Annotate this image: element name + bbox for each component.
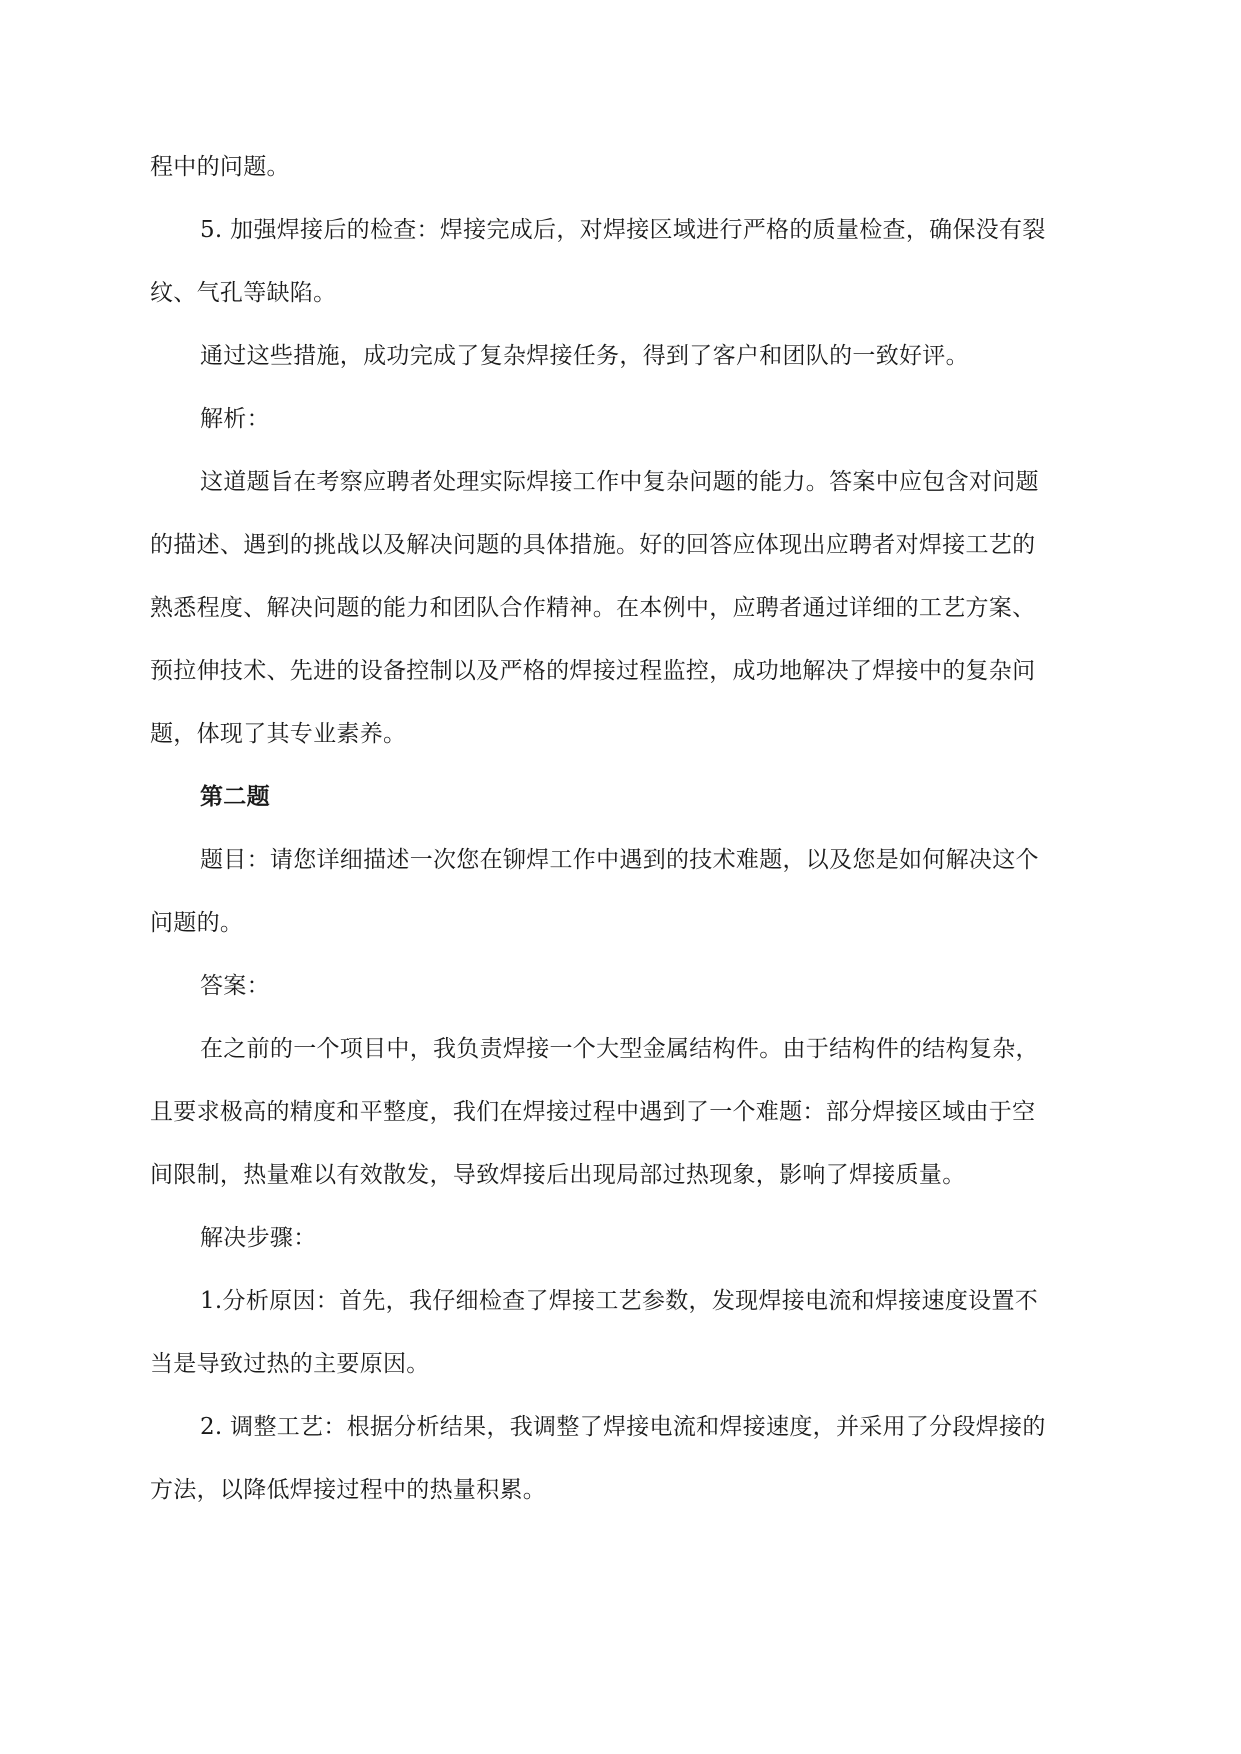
paragraph-continuation: [150, 136, 1090, 199]
text-line: 题，体现了其专业素养。: [150, 721, 407, 747]
paragraph-analysis: [150, 451, 1090, 766]
text-line: 解决步骤：: [200, 1225, 317, 1251]
answer-label: [150, 955, 1090, 1018]
text-line: 熟悉程度、解决问题的能力和团队合作精神。在本例中，应聘者通过详细的工艺方案、: [150, 595, 1036, 621]
section-heading: [150, 766, 1090, 829]
heading-text: 第二题: [200, 784, 270, 810]
text-line: 程中的问题。: [150, 154, 290, 180]
paragraph-question: [150, 829, 1090, 955]
paragraph-step-5: [150, 199, 1090, 325]
text-line: 通过这些措施，成功完成了复杂焊接任务，得到了客户和团队的一致好评。: [200, 343, 969, 369]
text-line: 2. 调整工艺：根据分析结果，我调整了焊接电流和焊接速度，并采用了分段焊接的: [200, 1414, 1046, 1440]
text-line: 且要求极高的精度和平整度，我们在焊接过程中遇到了一个难题：部分焊接区域由于空: [150, 1099, 1036, 1125]
text-line: 的描述、遇到的挑战以及解决问题的具体措施。好的回答应体现出应聘者对焊接工艺的: [150, 532, 1036, 558]
text-line: 这道题旨在考察应聘者处理实际焊接工作中复杂问题的能力。答案中应包含对问题: [200, 469, 1039, 495]
analysis-label: [150, 388, 1090, 451]
document-page: [150, 136, 1090, 1522]
steps-label: [150, 1207, 1090, 1270]
text-line: 方法，以降低焊接过程中的热量积累。: [150, 1477, 547, 1503]
paragraph-step-2: [150, 1396, 1090, 1522]
text-line: 题目：请您详细描述一次您在铆焊工作中遇到的技术难题，以及您是如何解决这个: [200, 847, 1039, 873]
text-line: 1.分析原因：首先，我仔细检查了焊接工艺参数，发现焊接电流和焊接速度设置不: [200, 1288, 1039, 1314]
text-line: 答案：: [200, 973, 270, 999]
text-line: 当是导致过热的主要原因。: [150, 1351, 430, 1377]
text-line: 解析：: [200, 406, 270, 432]
text-line: 间限制，热量难以有效散发，导致焊接后出现局部过热现象，影响了焊接质量。: [150, 1162, 966, 1188]
paragraph-answer: [150, 1018, 1090, 1207]
text-line: 纹、气孔等缺陷。: [150, 280, 337, 306]
paragraph-step-1: [150, 1270, 1090, 1396]
text-line: 在之前的一个项目中，我负责焊接一个大型金属结构件。由于结构件的结构复杂，: [200, 1036, 1039, 1062]
text-line: 预拉伸技术、先进的设备控制以及严格的焊接过程监控，成功地解决了焊接中的复杂问: [150, 658, 1036, 684]
text-line: 问题的。: [150, 910, 244, 936]
text-line: 5. 加强焊接后的检查：焊接完成后，对焊接区域进行严格的质量检查，确保没有裂: [200, 217, 1046, 243]
paragraph-conclusion: [150, 325, 1090, 388]
